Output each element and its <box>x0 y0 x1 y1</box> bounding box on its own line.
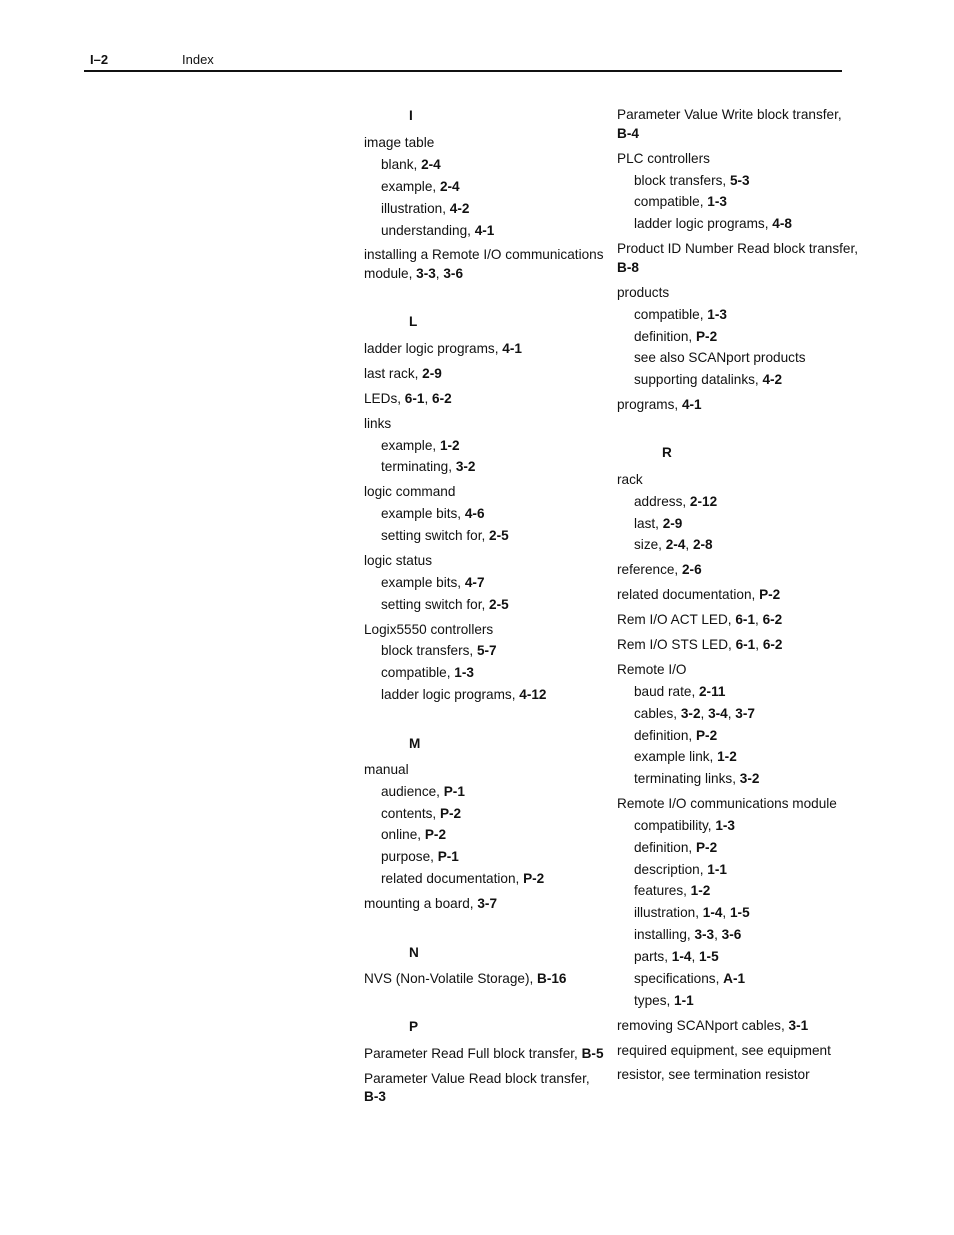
page-reference-link[interactable]: 2-9 <box>422 366 442 381</box>
page-reference-link[interactable]: 6-2 <box>762 612 783 627</box>
index-subentry <box>381 504 485 523</box>
index-subentry <box>634 969 745 988</box>
page-reference-link[interactable]: 1-2 <box>439 438 460 453</box>
section-title: Index <box>182 52 214 67</box>
entry-text: size, <box>634 537 666 552</box>
page-reference-link[interactable]: 2-11 <box>699 684 726 699</box>
entry-text: rack <box>617 472 643 487</box>
entry-text: Remote I/O communications module <box>617 796 837 811</box>
entry-text: features, <box>634 883 691 898</box>
index-subentry <box>381 436 460 455</box>
index-subentry <box>381 595 509 614</box>
entry-text: blank, <box>381 157 422 172</box>
entry-text: example, <box>381 179 440 194</box>
entry-text: specifications, <box>634 971 724 986</box>
page-reference-link[interactable]: 4-7 <box>464 575 485 590</box>
index-letter-heading: N <box>409 945 419 960</box>
index-subentry <box>634 514 682 533</box>
index-letter-heading: I <box>409 108 413 123</box>
entry-text: block transfers, <box>634 173 730 188</box>
page-reference-link[interactable]: 2-4 <box>665 537 686 552</box>
index-subentry <box>381 825 446 844</box>
index-subentry <box>634 535 713 554</box>
entry-text: definition, <box>634 840 696 855</box>
entry-text: definition, <box>634 728 696 743</box>
index-entry <box>617 283 669 302</box>
page-reference-link[interactable]: 4-1 <box>474 223 495 238</box>
index-subentry <box>634 726 717 745</box>
entry-text: contents, <box>381 806 440 821</box>
entry-text: last rack, <box>364 366 423 381</box>
page-reference-link[interactable]: 3-4 <box>708 706 728 721</box>
page-reference-link[interactable]: A-1 <box>723 971 746 986</box>
entry-text: required equipment, see equipment <box>617 1043 831 1058</box>
index-subentry <box>381 573 485 592</box>
index-subentry <box>634 925 741 944</box>
page-reference-link[interactable]: 6-1 <box>735 612 756 627</box>
index-entry <box>364 389 452 408</box>
index-subentry <box>634 171 750 190</box>
entry-text: Parameter Value Write block transfer, <box>617 107 842 122</box>
index-subentry <box>381 199 469 218</box>
page-reference-link[interactable]: B-8 <box>617 260 639 275</box>
page-reference-link[interactable]: 2-4 <box>439 179 460 194</box>
index-entry <box>617 585 780 604</box>
entry-text: ladder logic programs, <box>634 216 773 231</box>
entry-text: parts, <box>634 949 672 964</box>
index-entry <box>364 414 391 433</box>
index-subentry <box>381 663 474 682</box>
index-subentry <box>381 177 460 196</box>
index-entry <box>617 560 702 579</box>
index-subentry <box>634 192 727 211</box>
entry-text: compatible, <box>634 307 708 322</box>
page-reference-link[interactable]: B-5 <box>581 1046 604 1061</box>
page-reference-link[interactable]: P-2 <box>424 827 446 842</box>
entry-text: Parameter Read Full block transfer, <box>364 1046 582 1061</box>
entry-text: , <box>700 706 709 721</box>
entry-text: illustration, <box>634 905 703 920</box>
page-reference-link[interactable]: 3-2 <box>455 459 476 474</box>
index-subentry <box>634 838 717 857</box>
page-reference-link[interactable]: 1-2 <box>717 749 737 764</box>
index-subentry <box>634 747 737 766</box>
index-subentry <box>634 881 710 900</box>
index-subentry <box>634 492 717 511</box>
entry-text: , <box>691 949 699 964</box>
page-reference-link[interactable]: 2-8 <box>692 537 713 552</box>
entry-text: related documentation, <box>617 587 760 602</box>
index-entry <box>617 635 782 654</box>
index-subentry <box>634 816 735 835</box>
page-reference-link[interactable]: 3-6 <box>721 927 742 942</box>
entry-text: terminating, <box>381 459 456 474</box>
page-reference-link[interactable]: 3-2 <box>680 706 701 721</box>
index-entry <box>617 660 687 679</box>
index-entry <box>364 1087 386 1106</box>
page-reference-link[interactable]: 4-6 <box>464 506 485 521</box>
page-reference-link[interactable]: P-2 <box>695 329 718 344</box>
index-entry <box>617 794 837 813</box>
index-entry <box>617 470 643 489</box>
entry-text: online, <box>381 827 425 842</box>
entry-text: ladder logic programs, <box>364 341 503 356</box>
entry-text: definition, <box>634 329 696 344</box>
page-reference-link[interactable]: 2-9 <box>662 516 683 531</box>
entry-text: Rem I/O ACT LED, <box>617 612 736 627</box>
index-entry <box>364 339 522 358</box>
page-reference-link[interactable]: 3-2 <box>739 771 760 786</box>
page-reference-link[interactable]: P-1 <box>443 784 465 799</box>
page-reference-link[interactable]: 4-1 <box>502 341 522 356</box>
index-entry <box>617 239 858 258</box>
page-reference-link[interactable]: B-16 <box>537 971 567 986</box>
page-reference-link[interactable]: 3-3 <box>694 927 715 942</box>
entry-text: address, <box>634 494 690 509</box>
entry-text: NVS (Non-Volatile Storage), <box>364 971 538 986</box>
page-reference-link[interactable]: 6-1 <box>735 637 756 652</box>
index-subentry <box>381 221 494 240</box>
entry-text: logic command <box>364 484 456 499</box>
entry-text: cables, <box>634 706 681 721</box>
page-reference-link[interactable]: 1-3 <box>454 665 474 680</box>
index-subentry <box>634 860 727 879</box>
page-reference-link[interactable]: 1-5 <box>729 905 750 920</box>
page-header <box>90 52 842 72</box>
entry-text: , <box>755 612 763 627</box>
index-entry <box>617 1065 810 1084</box>
index-subentry <box>634 348 806 367</box>
entry-text: example bits, <box>381 575 465 590</box>
entry-text: removing SCANport cables, <box>617 1018 789 1033</box>
entry-text: purpose, <box>381 849 438 864</box>
page-reference-link[interactable]: 1-3 <box>715 818 735 833</box>
entry-text: last, <box>634 516 663 531</box>
index-entry <box>364 1069 590 1088</box>
entry-text: compatible, <box>381 665 455 680</box>
page-reference-link[interactable]: 1-5 <box>699 949 719 964</box>
page-reference-link[interactable]: 1-1 <box>674 993 694 1008</box>
page-reference-link[interactable]: 1-3 <box>707 194 727 209</box>
page-reference-link[interactable]: 4-8 <box>772 216 792 231</box>
entry-text: example bits, <box>381 506 465 521</box>
index-subentry <box>381 526 509 545</box>
index-entry <box>617 124 639 143</box>
index-entry <box>617 1041 831 1060</box>
entry-text: terminating links, <box>634 771 740 786</box>
page-reference-link[interactable]: P-2 <box>439 806 462 821</box>
page-reference-link[interactable]: 1-1 <box>707 862 727 877</box>
page-reference-link[interactable]: 6-2 <box>762 637 783 652</box>
index-subentry <box>381 457 475 476</box>
page-reference-link[interactable]: 1-4 <box>702 905 723 920</box>
entry-text: installing a Remote I/O communications <box>364 247 604 262</box>
page-reference-link[interactable]: 1-3 <box>707 307 727 322</box>
index-subentry <box>381 869 544 888</box>
index-entry <box>364 760 409 779</box>
index-subentry <box>634 305 727 324</box>
page-reference-link[interactable]: 2-6 <box>681 562 702 577</box>
index-subentry <box>634 903 750 922</box>
page-reference-link[interactable]: 2-4 <box>421 157 441 172</box>
page-reference-link[interactable]: 4-2 <box>762 372 783 387</box>
index-entry <box>617 149 710 168</box>
entry-text: types, <box>634 993 675 1008</box>
entry-text: , <box>424 391 433 406</box>
index-entry <box>617 258 639 277</box>
entry-text: LEDs, <box>364 391 405 406</box>
index-entry <box>617 1016 808 1035</box>
entry-text: setting switch for, <box>381 528 490 543</box>
entry-text: , <box>685 537 693 552</box>
entry-text: mounting a board, <box>364 896 478 911</box>
entry-text: Product ID Number Read block transfer, <box>617 241 859 256</box>
page-reference-link[interactable]: 3-7 <box>735 706 755 721</box>
entry-text: logic status <box>364 553 433 568</box>
entry-text: , <box>714 927 722 942</box>
index-entry <box>617 395 702 414</box>
page-reference-link[interactable]: B-4 <box>617 126 639 141</box>
entry-text: audience, <box>381 784 444 799</box>
entry-text: , <box>435 266 444 281</box>
entry-text: supporting datalinks, <box>634 372 763 387</box>
entry-text: baud rate, <box>634 684 699 699</box>
entry-text: Remote I/O <box>617 662 687 677</box>
page-reference-link[interactable]: P-2 <box>759 587 781 602</box>
index-entry <box>364 245 604 264</box>
page-reference-link[interactable]: P-1 <box>437 849 459 864</box>
page-reference-link[interactable]: B-3 <box>364 1089 386 1104</box>
index-subentry <box>634 214 792 233</box>
entry-text: manual <box>364 762 409 777</box>
index-entry <box>364 551 432 570</box>
page-reference-link[interactable]: 2-12 <box>689 494 718 509</box>
index-entry <box>617 610 782 629</box>
entry-text: , <box>722 905 730 920</box>
entry-text: PLC controllers <box>617 151 710 166</box>
entry-text: installing, <box>634 927 695 942</box>
entry-text: compatible, <box>634 194 708 209</box>
index-entry <box>364 482 455 501</box>
index-subentry <box>634 370 782 389</box>
page-reference-link[interactable]: 3-3 <box>416 266 436 281</box>
page-reference-link[interactable]: 6-2 <box>432 391 452 406</box>
entry-text: image table <box>364 135 435 150</box>
index-entry <box>364 620 493 639</box>
entry-text: module, <box>364 266 417 281</box>
entry-text: reference, <box>617 562 682 577</box>
index-subentry <box>634 947 719 966</box>
entry-text: see also SCANport products <box>634 350 806 365</box>
index-subentry <box>381 685 547 704</box>
index-subentry <box>381 782 465 801</box>
page-reference-link[interactable]: 2-5 <box>489 528 509 543</box>
entry-text: links <box>364 416 392 431</box>
index-letter-heading: R <box>662 445 672 460</box>
index-letter-heading: M <box>409 736 421 751</box>
index-entry <box>364 894 497 913</box>
page-reference-link[interactable]: P-2 <box>523 871 545 886</box>
entry-text: setting switch for, <box>381 597 490 612</box>
page-reference-link[interactable]: P-2 <box>695 728 718 743</box>
index-subentry <box>381 155 441 174</box>
page-reference-link[interactable]: 5-3 <box>729 173 750 188</box>
entry-text: example, <box>381 438 440 453</box>
entry-text: description, <box>634 862 708 877</box>
index-subentry <box>634 682 725 701</box>
index-subentry <box>381 847 459 866</box>
page-reference-link[interactable]: 3-1 <box>788 1018 809 1033</box>
entry-text: Rem I/O STS LED, <box>617 637 736 652</box>
index-entry <box>364 969 567 988</box>
index-entry <box>364 264 463 283</box>
page-reference-link[interactable]: 4-12 <box>519 687 547 702</box>
header-rule <box>84 70 842 72</box>
index-letter-heading: P <box>409 1019 419 1034</box>
entry-text: example link, <box>634 749 718 764</box>
index-entry <box>617 105 842 124</box>
page-reference-link[interactable]: 1-2 <box>690 883 711 898</box>
entry-text: , <box>727 706 736 721</box>
index-entry <box>364 133 434 152</box>
index-letter-heading: L <box>409 314 418 329</box>
page-reference-link[interactable]: P-2 <box>695 840 718 855</box>
page-reference-link[interactable]: 4-1 <box>681 397 702 412</box>
entry-text: Logix5550 controllers <box>364 622 494 637</box>
page-reference-link[interactable]: 2-5 <box>489 597 509 612</box>
index-subentry <box>381 804 461 823</box>
page-reference-link[interactable]: 5-7 <box>476 643 497 658</box>
entry-text: programs, <box>617 397 682 412</box>
entry-text: illustration, <box>381 201 450 216</box>
index-subentry <box>381 641 497 660</box>
page-reference-link[interactable]: 1-4 <box>671 949 692 964</box>
entry-text: ladder logic programs, <box>381 687 520 702</box>
index-entry <box>364 364 442 383</box>
page-reference-link[interactable]: 3-6 <box>443 266 464 281</box>
index-entry <box>364 1044 604 1063</box>
entry-text: resistor, see termination resistor <box>617 1067 810 1082</box>
entry-text: products <box>617 285 670 300</box>
index-subentry <box>634 769 759 788</box>
entry-text: understanding, <box>381 223 475 238</box>
page-reference-link[interactable]: 6-1 <box>404 391 425 406</box>
entry-text: block transfers, <box>381 643 477 658</box>
page-reference-link[interactable]: 3-7 <box>477 896 498 911</box>
index-subentry <box>634 327 717 346</box>
index-subentry <box>634 991 694 1010</box>
entry-text: related documentation, <box>381 871 524 886</box>
page-reference-link[interactable]: 4-2 <box>449 201 470 216</box>
entry-text: , <box>755 637 763 652</box>
entry-text: Parameter Value Read block transfer, <box>364 1071 590 1086</box>
page-number: I–2 <box>90 52 109 67</box>
entry-text: compatibility, <box>634 818 716 833</box>
index-subentry <box>634 704 755 723</box>
